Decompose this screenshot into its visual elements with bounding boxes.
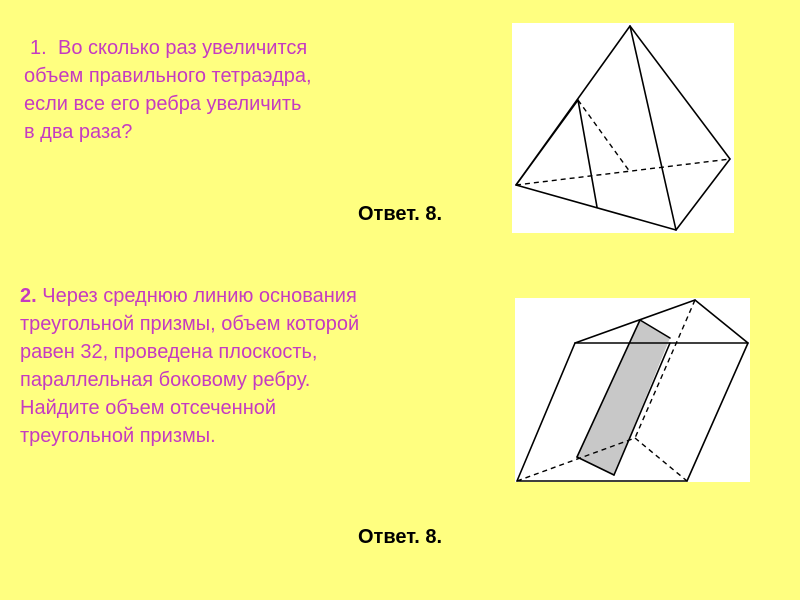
problem-2-line-3: равен 32, проведена плоскость, (20, 341, 318, 363)
tetra-edge-front-right (676, 159, 730, 230)
problem-2-text (20, 282, 450, 450)
problem-2-line-2: треугольной призмы, объем которой (20, 313, 360, 335)
prism-top-right (695, 300, 748, 343)
prism-figure (515, 298, 750, 482)
tetra-hidden-base (516, 159, 730, 185)
prism-diagram (515, 298, 750, 482)
answer-1: Ответ. 8. (358, 203, 443, 225)
tetra-section-left (516, 100, 578, 185)
problem-1-line-2: объем правильного тетраэдра, (24, 65, 312, 87)
problem-2-line-5: Найдите объем отсеченной (20, 397, 277, 419)
problem-2-line-1-text: Через среднюю линию основания (42, 285, 357, 307)
prism-hidden-bottom-right (635, 438, 687, 481)
problem-2-line-1 (20, 282, 450, 310)
problem-1-text (20, 34, 380, 146)
problem-2-line-4: параллельная боковому ребру. (20, 369, 311, 391)
tetra-edge-left-front (516, 185, 676, 230)
problem-2-line-6: треугольной призмы. (20, 425, 216, 447)
tetrahedron-diagram (512, 23, 734, 233)
problem-1-line-4: в два раза? (24, 121, 133, 143)
prism-lateral-right (687, 343, 748, 481)
prism-lateral-left (517, 343, 575, 481)
tetra-hidden-section (578, 100, 630, 172)
problem-1-line-1 (20, 34, 380, 62)
tetrahedron-figure (512, 23, 734, 233)
problem-1-number: 1. (30, 37, 47, 59)
problem-2-number: 2. (20, 285, 37, 307)
problem-1-line-1-text: Во сколько раз увеличится (58, 37, 308, 59)
answer-2: Ответ. 8. (358, 526, 443, 548)
problem-1-line-3: если все его ребра увеличить (24, 93, 302, 115)
tetra-section-mid (578, 100, 597, 207)
